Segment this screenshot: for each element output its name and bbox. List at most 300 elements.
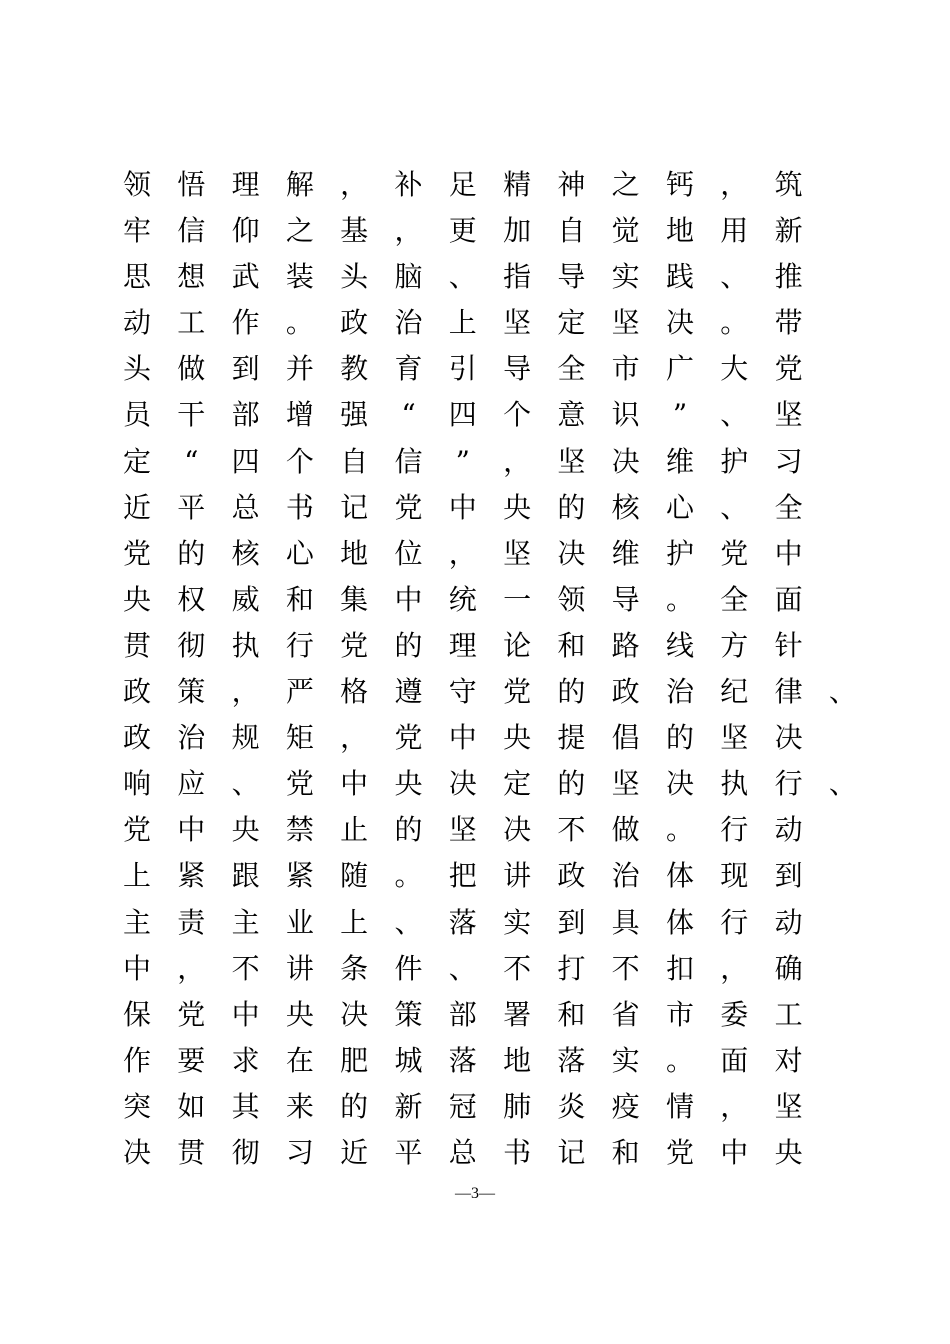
text-char: 党 — [340, 628, 369, 662]
text-char: 基 — [340, 214, 369, 248]
text-char: 广 — [665, 352, 694, 386]
text-char: 中 — [122, 951, 151, 985]
text-char: 觉 — [611, 214, 640, 248]
text-char: 用 — [720, 214, 749, 248]
text-line — [0, 626, 950, 672]
text-line — [0, 488, 950, 534]
text-char: 装 — [285, 260, 314, 294]
text-char: 彻 — [231, 1135, 260, 1169]
text-char: 导 — [557, 260, 586, 294]
text-char: 党 — [285, 767, 314, 801]
text-char: 决 — [448, 767, 477, 801]
text-char: 员 — [122, 398, 151, 432]
text-char: 疫 — [611, 1089, 640, 1123]
text-char: 地 — [665, 214, 694, 248]
text-char: 和 — [285, 582, 314, 616]
text-char: 行 — [774, 767, 803, 801]
text-char: 、 — [720, 398, 749, 432]
text-char: 中 — [774, 536, 803, 570]
text-char: 定 — [503, 767, 532, 801]
text-char: 规 — [231, 721, 260, 755]
text-line — [0, 534, 950, 580]
text-char: 心 — [285, 536, 314, 570]
text-char: 保 — [122, 997, 151, 1031]
text-char: 地 — [340, 536, 369, 570]
text-char: 肥 — [340, 1043, 369, 1077]
text-char: 补 — [394, 168, 423, 201]
text-char: 部 — [231, 398, 260, 432]
text-char: 决 — [774, 721, 803, 755]
text-char: 权 — [177, 582, 206, 616]
text-char: 四 — [448, 398, 477, 432]
text-char: ， — [394, 214, 423, 248]
text-char: 市 — [665, 997, 694, 1031]
text-char: 工 — [177, 306, 206, 340]
text-line — [0, 1041, 950, 1087]
text-char: 上 — [122, 859, 151, 893]
text-char: ， — [720, 168, 749, 201]
text-char: 导 — [611, 582, 640, 616]
text-char: 倡 — [611, 721, 640, 755]
text-char: 跟 — [231, 859, 260, 893]
text-char: 署 — [503, 997, 532, 1031]
text-char: 紧 — [285, 859, 314, 893]
text-char: 线 — [665, 628, 694, 662]
text-char: 面 — [720, 1043, 749, 1077]
text-char: 党 — [177, 997, 206, 1031]
page-number: —3— — [455, 1185, 495, 1202]
text-char: 信 — [394, 444, 423, 478]
text-char: 一 — [503, 582, 532, 616]
text-char: 的 — [394, 813, 423, 847]
text-char: ， — [340, 168, 369, 201]
text-char: 心 — [665, 490, 694, 524]
text-char: 要 — [177, 1043, 206, 1077]
text-char: 体 — [665, 859, 694, 893]
text-char: 业 — [285, 905, 314, 939]
text-char: 干 — [177, 398, 206, 432]
text-char: 政 — [122, 721, 151, 755]
text-char: 决 — [557, 536, 586, 570]
text-char: 决 — [340, 997, 369, 1031]
text-char: 习 — [285, 1135, 314, 1169]
text-char: ， — [231, 675, 260, 709]
text-char: 纪 — [720, 675, 749, 709]
text-char: 决 — [503, 813, 532, 847]
text-char: 育 — [394, 352, 423, 386]
text-char: 行 — [720, 905, 749, 939]
text-line — [0, 211, 950, 257]
text-char: 坚 — [774, 398, 803, 432]
text-char: 央 — [774, 1135, 803, 1169]
text-char: 新 — [774, 214, 803, 248]
text-char: 护 — [720, 444, 749, 478]
text-char: 打 — [557, 951, 586, 985]
text-char: 随 — [340, 859, 369, 893]
text-char: 、 — [231, 767, 260, 801]
text-char: 大 — [720, 352, 749, 386]
text-char: 作 — [231, 306, 260, 340]
text-char: 核 — [611, 490, 640, 524]
text-char: 个 — [285, 444, 314, 478]
text-char: 炎 — [557, 1089, 586, 1123]
text-char: 律 — [774, 675, 803, 709]
text-char: 到 — [774, 859, 803, 893]
text-char: 推 — [774, 260, 803, 294]
text-char: “ — [401, 398, 416, 432]
text-char: 、 — [448, 260, 477, 294]
text-char: 实 — [611, 260, 640, 294]
text-char: 武 — [231, 260, 260, 294]
text-char: 实 — [611, 1043, 640, 1077]
text-char: 近 — [122, 490, 151, 524]
text-char: 情 — [665, 1089, 694, 1123]
text-char: 脑 — [394, 260, 423, 294]
text-char: 在 — [285, 1043, 314, 1077]
text-char: 增 — [285, 398, 314, 432]
text-char: 的 — [557, 767, 586, 801]
text-char: 钙 — [665, 168, 694, 201]
text-char: 遵 — [394, 675, 423, 709]
text-char: 自 — [340, 444, 369, 478]
text-char: 市 — [611, 352, 640, 386]
text-char: 足 — [448, 168, 477, 201]
text-char: 确 — [774, 951, 803, 985]
text-char: 指 — [503, 260, 532, 294]
text-char: 记 — [340, 490, 369, 524]
text-char: 治 — [665, 675, 694, 709]
text-char: 中 — [394, 582, 423, 616]
text-char: 不 — [503, 951, 532, 985]
text-char: 党 — [122, 813, 151, 847]
text-char: 。 — [665, 582, 694, 616]
text-char: 禁 — [285, 813, 314, 847]
text-line — [0, 764, 950, 810]
text-char: 更 — [448, 214, 477, 248]
text-char: 党 — [394, 490, 423, 524]
text-char: 核 — [231, 536, 260, 570]
text-char: 神 — [557, 168, 586, 201]
text-char: 理 — [448, 628, 477, 662]
text-char: 件 — [394, 951, 423, 985]
text-char: 全 — [557, 352, 586, 386]
text-char: 全 — [774, 490, 803, 524]
text-char: 对 — [774, 1043, 803, 1077]
text-char: 面 — [774, 582, 803, 616]
text-char: 统 — [448, 582, 477, 616]
text-char: 突 — [122, 1089, 151, 1123]
text-char: 行 — [285, 628, 314, 662]
text-char: 和 — [557, 628, 586, 662]
text-char: 贯 — [122, 628, 151, 662]
text-char: 识 — [611, 398, 640, 432]
text-line — [0, 856, 950, 902]
text-char: 止 — [340, 813, 369, 847]
text-char: 习 — [774, 444, 803, 478]
text-char: 党 — [774, 352, 803, 386]
text-char: 彻 — [177, 628, 206, 662]
text-char: 如 — [177, 1089, 206, 1123]
body-text — [0, 165, 950, 1179]
text-char: 党 — [665, 1135, 694, 1169]
text-char: 严 — [285, 675, 314, 709]
text-char: 的 — [177, 536, 206, 570]
text-char: 平 — [394, 1135, 423, 1169]
text-char: 央 — [231, 813, 260, 847]
text-char: 书 — [285, 490, 314, 524]
text-char: 悟 — [177, 168, 206, 201]
text-char: 把 — [448, 859, 477, 893]
text-char: 坚 — [611, 306, 640, 340]
text-char: 的 — [557, 675, 586, 709]
text-char: ， — [448, 536, 477, 570]
text-char: 责 — [177, 905, 206, 939]
text-char: 矩 — [285, 721, 314, 755]
text-char: 引 — [448, 352, 477, 386]
text-char: 党 — [122, 536, 151, 570]
text-char: 的 — [394, 628, 423, 662]
text-char: 。 — [720, 306, 749, 340]
text-char: 理 — [231, 168, 260, 201]
text-char: ， — [503, 444, 532, 478]
text-char: 现 — [720, 859, 749, 893]
text-char: 工 — [774, 997, 803, 1031]
text-char: 不 — [231, 951, 260, 985]
text-char: 扣 — [665, 951, 694, 985]
text-char: 应 — [177, 767, 206, 801]
text-char: 格 — [340, 675, 369, 709]
text-line — [0, 903, 950, 949]
text-char: 位 — [394, 536, 423, 570]
text-char: 治 — [177, 721, 206, 755]
text-char: 、 — [720, 490, 749, 524]
text-char: 肺 — [503, 1089, 532, 1123]
text-char: 省 — [611, 997, 640, 1031]
text-char: 主 — [122, 905, 151, 939]
text-char: 维 — [611, 536, 640, 570]
text-char: 论 — [503, 628, 532, 662]
text-char: 冠 — [448, 1089, 477, 1123]
text-char: 做 — [177, 352, 206, 386]
text-char: 威 — [231, 582, 260, 616]
text-char: ” — [672, 398, 688, 432]
text-char: 党 — [720, 536, 749, 570]
text-char: 个 — [503, 398, 532, 432]
text-char: 。 — [394, 859, 423, 893]
text-char: 仰 — [231, 214, 260, 248]
text-char: 讲 — [503, 859, 532, 893]
text-char: 坚 — [720, 721, 749, 755]
text-char: ， — [720, 951, 749, 985]
text-char: 方 — [720, 628, 749, 662]
text-char: 不 — [611, 951, 640, 985]
text-char: 思 — [122, 260, 151, 294]
text-char: 中 — [448, 490, 477, 524]
text-char: 想 — [177, 260, 206, 294]
text-char: 动 — [774, 813, 803, 847]
text-line — [0, 580, 950, 626]
text-char: 头 — [340, 260, 369, 294]
text-char: 总 — [448, 1135, 477, 1169]
text-char: 政 — [611, 675, 640, 709]
text-char: 记 — [557, 1135, 586, 1169]
text-char: ， — [340, 721, 369, 755]
text-char: 强 — [340, 398, 369, 432]
text-char: 政 — [340, 306, 369, 340]
text-char: 。 — [665, 1043, 694, 1077]
text-line — [0, 810, 950, 856]
text-char: 到 — [557, 905, 586, 939]
text-char: 不 — [557, 813, 586, 847]
text-char: 牢 — [122, 214, 151, 248]
text-char: 。 — [285, 306, 314, 340]
text-char: 政 — [557, 859, 586, 893]
text-char: 央 — [503, 490, 532, 524]
text-char: 落 — [557, 1043, 586, 1077]
text-char: 央 — [285, 997, 314, 1031]
text-char: 领 — [122, 168, 151, 201]
text-char: 、 — [720, 260, 749, 294]
text-char: 书 — [503, 1135, 532, 1169]
text-line — [0, 257, 950, 303]
text-char: 的 — [557, 490, 586, 524]
text-char: 党 — [503, 675, 532, 709]
text-char: 央 — [503, 721, 532, 755]
text-char: 定 — [557, 306, 586, 340]
text-char: “ — [184, 444, 199, 478]
text-char: 到 — [231, 352, 260, 386]
text-char: 的 — [665, 721, 694, 755]
text-char: 中 — [177, 813, 206, 847]
text-char: 策 — [394, 997, 423, 1031]
text-char: ， — [720, 1089, 749, 1123]
text-char: 决 — [665, 306, 694, 340]
text-line — [0, 995, 950, 1041]
text-char: 的 — [340, 1089, 369, 1123]
text-line — [0, 303, 950, 349]
text-char: 、 — [448, 951, 477, 985]
text-char: 守 — [448, 675, 477, 709]
text-char: 来 — [285, 1089, 314, 1123]
text-char: 中 — [720, 1135, 749, 1169]
text-char: 自 — [557, 214, 586, 248]
text-char: 策 — [177, 675, 206, 709]
text-char: 筑 — [774, 168, 803, 201]
text-char: 党 — [394, 721, 423, 755]
text-line — [0, 395, 950, 441]
text-char: 和 — [611, 1135, 640, 1169]
text-line — [0, 949, 950, 995]
text-line — [0, 718, 950, 764]
text-char: 平 — [177, 490, 206, 524]
text-char: 坚 — [448, 813, 477, 847]
text-char: 上 — [340, 905, 369, 939]
text-char: 全 — [720, 582, 749, 616]
text-line — [0, 165, 950, 211]
text-char: 中 — [231, 997, 260, 1031]
text-char: 委 — [720, 997, 749, 1031]
text-char: 教 — [340, 352, 369, 386]
text-char: 城 — [394, 1043, 423, 1077]
text-char: 动 — [774, 905, 803, 939]
text-char: 践 — [665, 260, 694, 294]
text-char: 信 — [177, 214, 206, 248]
text-char: 行 — [720, 813, 749, 847]
text-char: 贯 — [177, 1135, 206, 1169]
text-char: 意 — [557, 398, 586, 432]
text-char: 、 — [828, 675, 857, 709]
text-char: 之 — [611, 168, 640, 201]
text-char: 讲 — [285, 951, 314, 985]
text-char: 带 — [774, 306, 803, 340]
text-char: 上 — [448, 306, 477, 340]
text-line — [0, 349, 950, 395]
text-char: 其 — [231, 1089, 260, 1123]
text-char: 精 — [503, 168, 532, 201]
text-char: 领 — [557, 582, 586, 616]
text-char: 路 — [611, 628, 640, 662]
text-char: 四 — [231, 444, 260, 478]
text-char: 之 — [285, 214, 314, 248]
text-char: 坚 — [503, 536, 532, 570]
text-char: 响 — [122, 767, 151, 801]
text-char: 定 — [122, 444, 151, 478]
text-char: 、 — [828, 767, 857, 801]
text-char: 坚 — [774, 1089, 803, 1123]
text-char: 动 — [122, 306, 151, 340]
text-char: 、 — [394, 905, 423, 939]
text-char: 针 — [774, 628, 803, 662]
text-char: 主 — [231, 905, 260, 939]
text-char: 总 — [231, 490, 260, 524]
text-char: 治 — [611, 859, 640, 893]
text-char: 加 — [503, 214, 532, 248]
text-char: 执 — [720, 767, 749, 801]
text-char: 护 — [665, 536, 694, 570]
text-char: 条 — [340, 951, 369, 985]
text-char: 央 — [122, 582, 151, 616]
text-char: 提 — [557, 721, 586, 755]
text-char: 解 — [285, 168, 314, 201]
text-char: ” — [455, 444, 470, 478]
text-char: 央 — [394, 767, 423, 801]
text-char: 新 — [394, 1089, 423, 1123]
text-char: 中 — [448, 721, 477, 755]
text-char: 体 — [665, 905, 694, 939]
text-line — [0, 442, 950, 488]
text-char: 中 — [340, 767, 369, 801]
text-char: 并 — [285, 352, 314, 386]
text-char: 政 — [122, 675, 151, 709]
text-char: 导 — [503, 352, 532, 386]
text-char: 紧 — [177, 859, 206, 893]
text-char: 求 — [231, 1043, 260, 1077]
text-char: 执 — [231, 628, 260, 662]
text-char: 头 — [122, 352, 151, 386]
text-char: 部 — [448, 997, 477, 1031]
text-char: 。 — [665, 813, 694, 847]
text-line — [0, 672, 950, 718]
text-char: 落 — [448, 905, 477, 939]
text-line — [0, 1133, 950, 1179]
text-char: 治 — [394, 306, 423, 340]
text-char: 决 — [122, 1135, 151, 1169]
text-char: ， — [177, 951, 206, 985]
text-char: 地 — [503, 1043, 532, 1077]
text-char: 坚 — [557, 444, 586, 478]
text-char: 作 — [122, 1043, 151, 1077]
text-char: 坚 — [611, 767, 640, 801]
